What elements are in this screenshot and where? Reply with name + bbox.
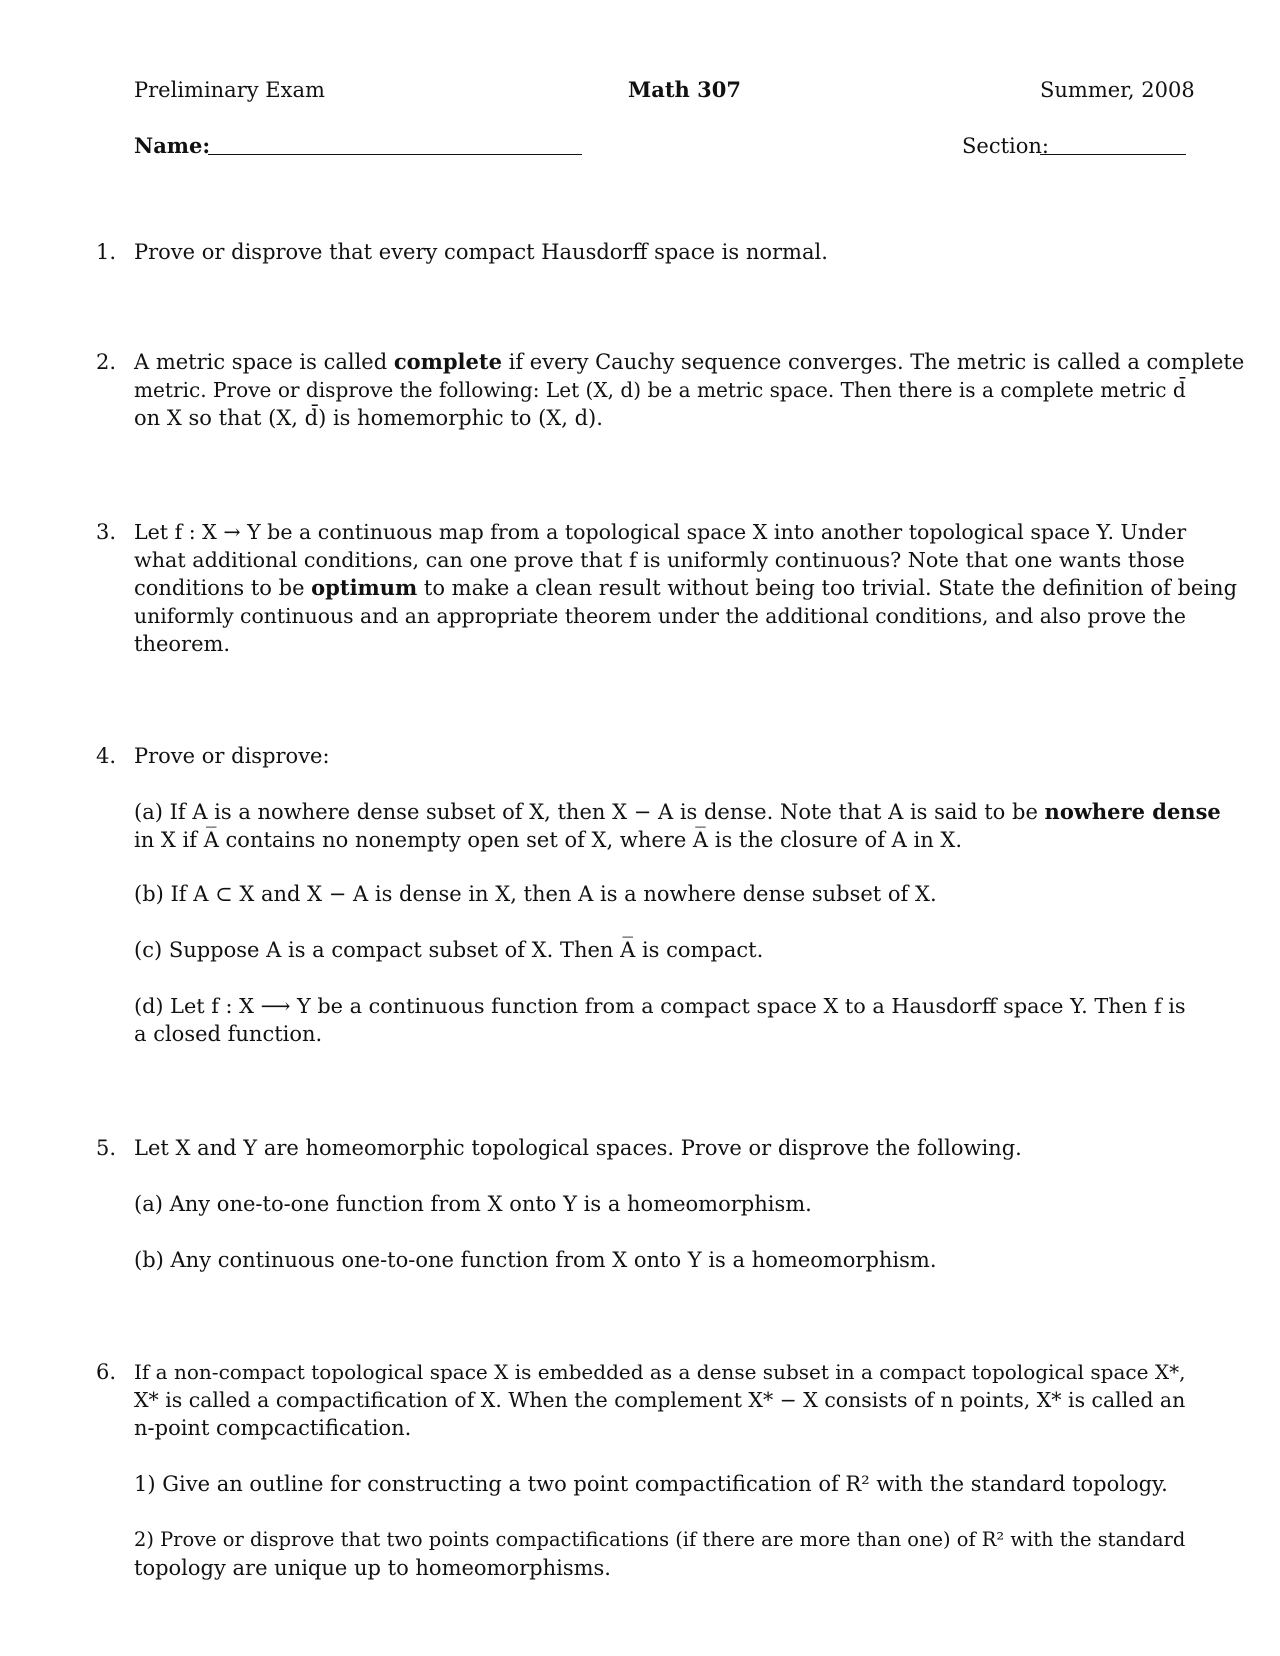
- problem-4-part-b: (b) If A ⊂ X and X − A is dense in X, then A is a nowhere dense subset of X.: [134, 882, 937, 906]
- problem-line-4: uniformly continuous and an appropriate theorem under the additional conditions, and also prove the: [134, 604, 1186, 628]
- problem-4-part-d: [134, 992, 1186, 1048]
- problem-4-part-a: [134, 798, 1221, 854]
- problem-number: 1.: [96, 240, 117, 264]
- exam-type: Preliminary Exam: [134, 78, 325, 102]
- term-optimum: optimum: [311, 575, 418, 600]
- problem-number: 2.: [96, 350, 117, 374]
- problem-number: 5.: [96, 1136, 117, 1160]
- name-label: Name:: [134, 133, 211, 158]
- problem-number: 3.: [96, 520, 117, 544]
- course-title: Math 307: [628, 77, 741, 102]
- part-line-2: in X if A̅ contains no nonempty open set of X, where A̅ is the closure of A in X.: [134, 828, 963, 852]
- problem-text: Prove or disprove that every compact Hausdorff space is normal.: [134, 240, 828, 264]
- problem-line-2: X* is called a compactification of X. When the complement X* − X consists of n points, X* is called an: [134, 1388, 1186, 1412]
- part-line-1: (a) If A is a nowhere dense subset of X, then X − A is dense. Note that A is said to be nowhere dense: [134, 799, 1221, 824]
- problem-line-3: n-point compcactification.: [134, 1416, 412, 1440]
- problem-6-part-1: 1) Give an outline for constructing a two point compactification of R² with the standard topology.: [134, 1472, 1168, 1496]
- problem-line-1: Let f : X → Y be a continuous map from a topological space X into another topological space Y. Under: [134, 520, 1187, 544]
- part-line-1: (d) Let f : X ⟶ Y be a continuous function from a compact space X to a Hausdorff space Y. Then f is: [134, 994, 1186, 1018]
- part-line-1: 2) Prove or disprove that two points compactifications (if there are more than one) of R² with the standard: [134, 1528, 1186, 1551]
- problem-5-part-b: (b) Any continuous one-to-one function from X onto Y is a homeomorphism.: [134, 1248, 937, 1272]
- problem-line-3: conditions to be optimum to make a clean result without being too trivial. State the definition of being: [134, 575, 1238, 600]
- part-line-2: a closed function.: [134, 1022, 323, 1046]
- problem-line-1: If a non-compact topological space X is embedded as a dense subset in a compact topological space X*,: [134, 1360, 1186, 1384]
- part-line-2: topology are unique up to homeomorphisms.: [134, 1556, 611, 1580]
- problem-3: [96, 518, 1238, 658]
- problem-line-2: metric. Prove or disprove the following: Let (X, d) be a metric space. Then there is a complete metric d̄: [134, 378, 1186, 402]
- exam-term: Summer, 2008: [1040, 78, 1195, 102]
- term-nowhere-dense: nowhere dense: [1044, 799, 1221, 824]
- problem-number: 4.: [96, 744, 117, 768]
- problem-5-part-a: (a) Any one-to-one function from X onto Y is a homeomorphism.: [134, 1192, 812, 1216]
- problem-4-part-c: (c) Suppose A is a compact subset of X. Then A̅ is compact.: [134, 938, 764, 962]
- problem-line-5: theorem.: [134, 632, 231, 656]
- section-label: Section:: [962, 134, 1049, 158]
- problem-6-part-2: [134, 1526, 1186, 1582]
- problem-1: [96, 238, 1186, 266]
- problem-text: Let X and Y are homeomorphic topological spaces. Prove or disprove the following.: [134, 1136, 1022, 1160]
- problem-number: 6.: [96, 1360, 117, 1384]
- problem-6: [96, 1358, 1186, 1442]
- term-complete: complete: [393, 349, 502, 374]
- problem-line-3: on X so that (X, d̄) is homemorphic to (X, d).: [134, 406, 603, 430]
- problem-4: [96, 742, 1186, 770]
- problem-line-1: A metric space is called complete if every Cauchy sequence converges. The metric is called a complete: [134, 349, 1245, 374]
- problem-2: [96, 348, 1245, 432]
- name-blank-line: [208, 154, 582, 155]
- problem-text: Prove or disprove:: [134, 744, 330, 768]
- problem-5: [96, 1134, 1186, 1162]
- problem-line-2: what additional conditions, can one prove that f is uniformly continuous? Note that one wants those: [134, 548, 1185, 572]
- section-blank-line: [1040, 154, 1186, 155]
